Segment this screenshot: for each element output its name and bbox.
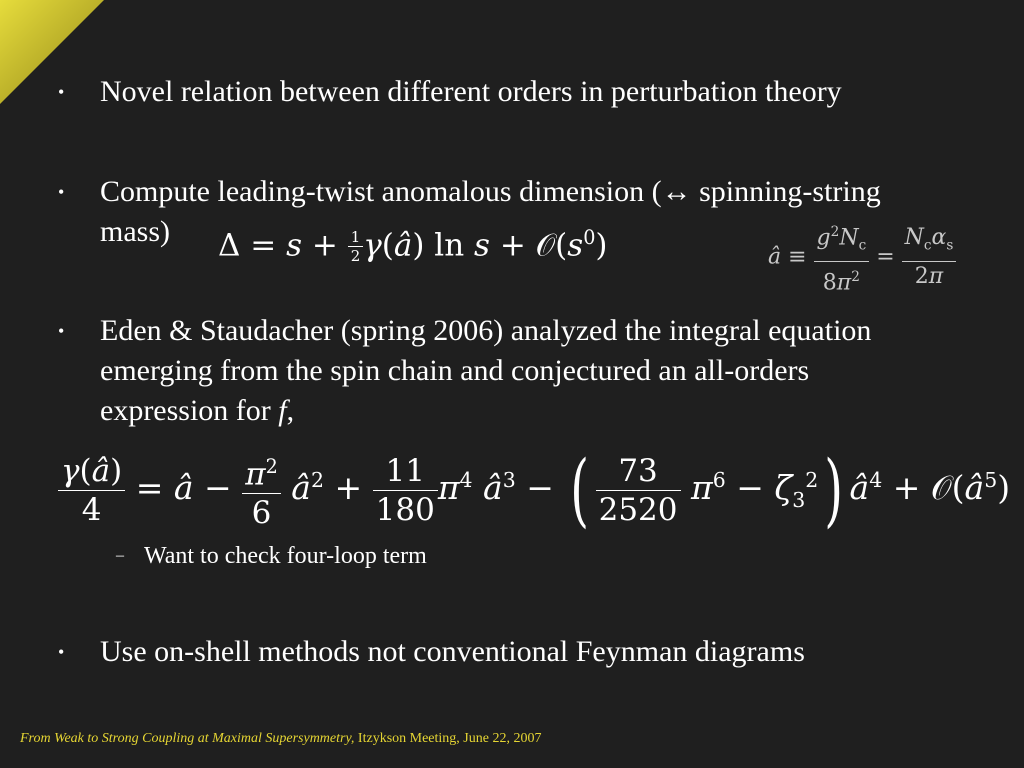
bullet-text-line3: expression for f, xyxy=(100,394,295,427)
corner-decoration xyxy=(0,0,110,105)
footer-talk-title: From Weak to Strong Coupling at Maximal Supersymmetry, xyxy=(20,731,355,746)
bullet-text-line2: emerging from the spin chain and conjectured an all-orders xyxy=(100,354,810,387)
equation-ahat-definition: â ≡ $\frac{g^2N_c}{8\pi^2}$ = $\frac{N_c\alpha_s}{2\pi}$ xyxy=(768,217,956,298)
bullet-dot: • xyxy=(58,321,65,341)
bullet-text: Novel relation between different orders in perturbation theory xyxy=(100,75,842,108)
bullet-dot: • xyxy=(58,82,65,102)
sub-bullet-dash: – xyxy=(116,547,124,564)
bullet-text-line2: mass) xyxy=(100,215,170,248)
bullet-text: Use on-shell methods not conventional Feynman diagrams xyxy=(100,635,805,668)
bullet-text-line1: Compute leading-twist anomalous dimension (↔ spinning-string xyxy=(100,175,881,208)
bullet-text-line1: Eden & Staudacher (spring 2006) analyzed the integral equation xyxy=(100,314,872,347)
slide-footer xyxy=(20,731,541,747)
footer-meeting-info: Itzykson Meeting, June 22, 2007 xyxy=(354,731,542,746)
bullet-dot: • xyxy=(58,182,65,202)
bullet-dot: • xyxy=(58,642,65,662)
sub-bullet-text: Want to check four-loop term xyxy=(144,543,427,569)
equation-gamma-expansion: $\frac{\gamma(â)}{4}$ = â − $\frac{\pi^2}{6}$ $â^2$ + $\frac{11}{180}$ $\pi^4$ $â^3$ − ( $\frac{73}{2520}$ $\pi^6 - \zeta_3^2$) $â^4$ + $𝒪(â^5)$ xyxy=(58,448,1010,532)
equation-delta: Δ = s + $\frac{1}{2}$ γ(â) $\ln s + 𝒪(s^0)$ xyxy=(218,226,608,266)
